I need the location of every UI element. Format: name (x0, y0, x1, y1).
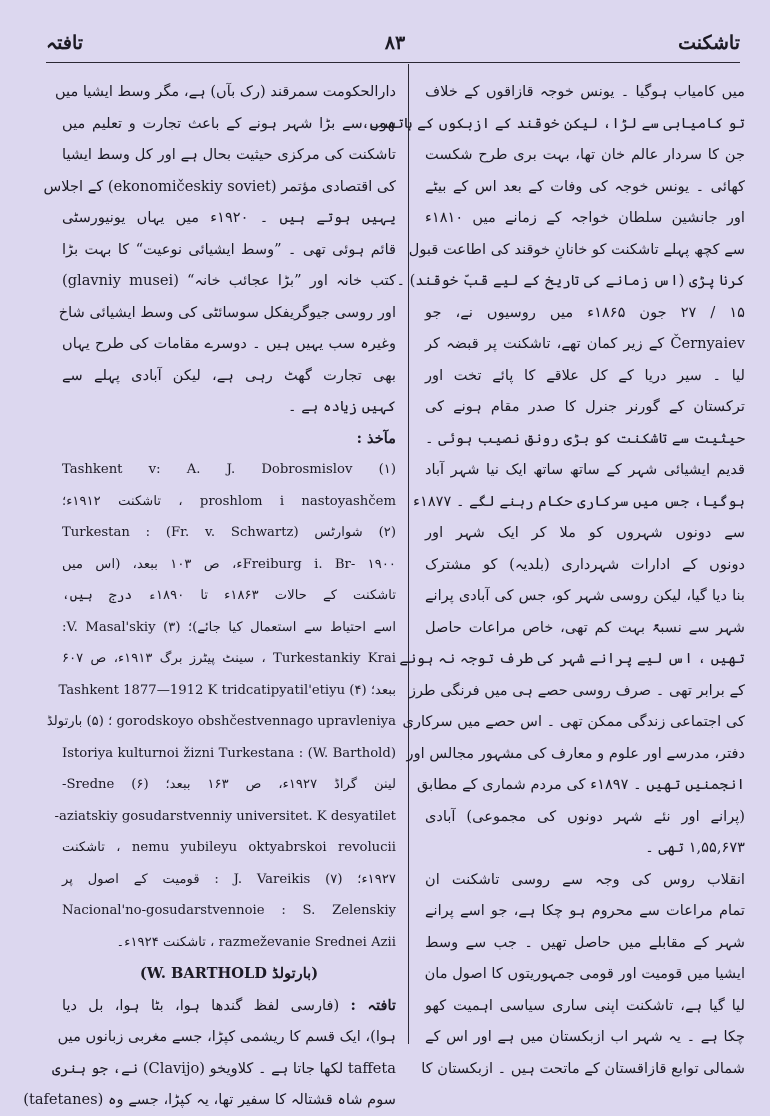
text-line: تاشکنت کی مرکزی حیثیت بحال ہے اور کل وسط ایشیا (62, 146, 396, 163)
reference-line: proshlom i nastoyashčem ، تاشکنت ۱۹۱۲ء؛ (62, 493, 396, 509)
text-line: انقلاب روس کی وجہ سے روسی تاشکنت ان (425, 870, 745, 888)
text-line: قائم ہوئی تھی ۔ ”وسط ایشیائی نوعیت“ کا بہت بڑا (62, 240, 396, 258)
text-line: قدیم ایشیائی شہر کے ساتھ ساتھ ایک نیا شہر آباد (425, 461, 745, 478)
text-line: اور جانشین سلطان خواجہ کے زمانے میں ۱۸۱۰ء (425, 209, 745, 226)
reference-line: Freiburg i. Br- ۱۹۰۰ء، ص ۱۰۳ ببعد، (اس میں (62, 556, 396, 572)
text-line: تو کامیابی سے لڑا، لیکن خوقند کے ازبکوں کے ہاتھوں، (361, 114, 745, 132)
text-line: میں کامیاب ہوگیا ۔ یونس خوجہ قازاقوں کے خلاف (425, 83, 745, 100)
text-line: دفتر، مدرسے اور علوم و معارف کی مشہور مجالس اور (406, 744, 745, 762)
text-line: سب سے بڑا شہر ہونے کے باعث تجارت و تعلیم میں (62, 114, 396, 132)
text-line: جن کا سردار عالم خان تھا، بہت بری طرح شکست (425, 146, 745, 163)
reference-line: Nacional'no-gosudarstvennoie : S. Zelenskiy (62, 903, 396, 918)
reference-line: اسے احتیاط سے استعمال کیا جائے)؛ (۳) V. Masal'skiy: (62, 619, 396, 635)
text-line: لیا ۔ سیر دریا کے کل علاقے کا پائے تخت اور (425, 366, 745, 384)
text-line: ایشیا میں قومیت اور قومی جمہوریتوں کا اصول مان (424, 965, 745, 982)
taffeta-entry-line: ہوا)، ایک قسم کا ریشمی کپڑا، جسے مغربی زبانوں میں (57, 1028, 396, 1045)
text-line: کی اقتصادی مؤتمر (ekonomičeskiy soviet) کے اجلاس (43, 177, 396, 195)
text-line: ۱۵ / ۲۷ جون ۱۸۶۵ء میں روسیوں نے، جو (425, 303, 745, 321)
text-line: کہیں زیادہ ہے ۔ (288, 398, 396, 415)
reference-line: (W. Barthold) : Istoriya kulturnoi žizni Turkestana (62, 745, 396, 761)
text-line: تمام مراعات سے محروم ہو چکا ہے، جو اسے پرانے (425, 902, 745, 919)
text-line: ترکستان کے گورنر جنرل کا صدر مقام ہونے کی (425, 398, 745, 415)
text-line: کھائی ۔ یونس خوجہ کی وفات کے بعد اس کے بیٹے (425, 177, 745, 195)
text-line: لیا گیا ہے، تاشکنت اپنی ساری سیاسی اہمیت کھو (425, 996, 745, 1014)
text-line: کے برابر تھی ۔ صرف روسی حصے ہی میں فرنگی طرز (408, 681, 745, 699)
text-line: یہیں ہوتے ہیں ۔ ۱۹۲۰ء میں یہاں یونیورسٹی (62, 209, 396, 226)
text-line: بھی تجارت گھٹ رہی ہے، لیکن آبادی پہلے سے (62, 366, 396, 384)
text-line: شہر سے نسبۃً بہت کم تھی، خاص مراعات حاصل (425, 618, 745, 636)
text-line: بنا دیا گیا، لیکن روسی شہر کو، جس کی آبادی پرانے (425, 587, 745, 604)
reference-line: aziatskiy gosudarstvenniy universitet. K desyatilet- (54, 808, 396, 824)
text-line: ۱,۵۵,۶۷۳ تھی ۔ (645, 839, 745, 856)
header-rule (46, 62, 740, 63)
taffeta-headword: تافتہ : (350, 996, 396, 1014)
text-line: اور روسی جیوگریفکل سوسائٹی کی وسط ایشیائی شاخ (58, 303, 396, 321)
sources-heading: مآخذ : (356, 429, 396, 447)
reference-line: (۲) شوارٹس (Turkestan : (Fr. v. Schwartz (62, 525, 396, 540)
reference-line: nemu yubileyu oktyabrskoi revolucii ، تاشکنت (62, 840, 396, 855)
taffeta-entry-line: taffeta لکھا جاتا ہے ۔ کلاویخو (Clavijo) نے، جو ہنری (51, 1059, 396, 1077)
left-column (23, 76, 397, 1116)
running-head-left: تافتہ (46, 32, 84, 54)
text-line: شہر کے مقابلے میں حاصل تھیں ۔ جب سے وسط (425, 933, 745, 951)
text-line: انجمنیں تھیں ۔ ۱۸۹۷ء کی مردم شماری کے مطابق (416, 776, 745, 793)
text-line: کرنا پڑی (اس زمانے کی تاریخ کے لیے قبّ خوقند) ۔ (396, 272, 745, 289)
text-line: دونوں کے ادارات شہرداری (بلدیہ) کو مشترک (425, 555, 745, 573)
text-line: شمالی توابع قازاقستان کے ماتحت ہیں ۔ ازبکستان کا (421, 1059, 745, 1077)
reference-line: ۱۹۲۷ء؛ (۷) J. Vareikis : قومیت کے اصول پر (62, 871, 396, 887)
text-line: چکا ہے ۔ یہ شہر اب ازبکستان میں ہے اور اس کے (425, 1028, 745, 1045)
reference-line: لینن گراڈ ۱۹۲۷ء، ص ۱۶۳ ببعد؛ (۶) Sredne- (62, 777, 397, 792)
text-line: سے کچھ پہلے تاشکنت کو خانانِ خوقند کی اطاعت قبول (408, 240, 745, 258)
page-number: ۸۳ (384, 32, 406, 54)
text-line: کی اجتماعی زندگی ممکن تھی ۔ اس حصے میں سرکاری (402, 713, 745, 730)
text-line: حیثیت سے تاشکنت کو بڑی رونق نصیب ہوئی ۔ (425, 429, 745, 447)
reference-line: ببعد؛ (۴) Tashkent 1877—1912 K tridcatipyatil'etiyu (58, 682, 396, 698)
text-line: تھیں ، اس لیے پرانے شہر کی طرف توجہ نہ ہونے (399, 650, 745, 667)
text-line: ہوگیا، جس میں سرکاری حکام رہنے لگے ۔ ۱۸۷۷ء (413, 492, 745, 510)
text-line: (پرانے اور نئے شہر دونوں کی مجموعی) آبادی (425, 807, 745, 825)
taffeta-entry-text: (فارسی لفظ گندھا ہوا، بٹا ہوا، بل دیا (62, 996, 340, 1014)
reference-line: (۱) Tashkent v: A. J. Dobrosmislov (62, 462, 396, 477)
taffeta-entry-line: سوم شاہ قشتالہ کا سفیر تھا، یہ کپڑا، جسے وہ (tafetanes) (23, 1091, 396, 1108)
text-line: دارالحکومت سمرقند (رک بآں) ہے، مگر وسط ایشیا میں (54, 83, 396, 100)
reference-line: gorodskoyo obshčestvennago upravleniya ؛ (۵) بارتولڈ (46, 714, 396, 729)
author-signature: (بارتولڈ W. BARTHOLD) (139, 965, 319, 982)
column-divider (408, 64, 409, 1044)
text-line: وغیرہ سب یہیں ہیں ۔ دوسرے مقامات کی طرح یہاں (62, 335, 396, 352)
reference-line: تاشکنت کے حالات ۱۸۶۳ء تا ۱۸۹۰ء درج ہیں، (62, 588, 396, 603)
text-line: سے دونوں شہروں کو ملا کر ایک شہر اور (425, 524, 745, 541)
text-line: Černyaiev کے زیر کمان تھے، تاشکنت پر قبضہ کر (425, 335, 745, 352)
running-head-right: تاشکنت (678, 32, 740, 54)
reference-line: razmeževanie Srednei Azii ، تاشکنت ۱۹۲۴ء۔ (116, 934, 396, 950)
text-line: کتب خانہ اور ”بڑا عجائب خانہ“ (glavniy musei) (62, 272, 397, 289)
taffeta-entry-line (62, 990, 396, 1022)
reference-line: Turkestankiy Krai ، سینٹ پیٹرز برگ ۱۹۱۳ء، ص ۶۰۷ (62, 651, 396, 666)
